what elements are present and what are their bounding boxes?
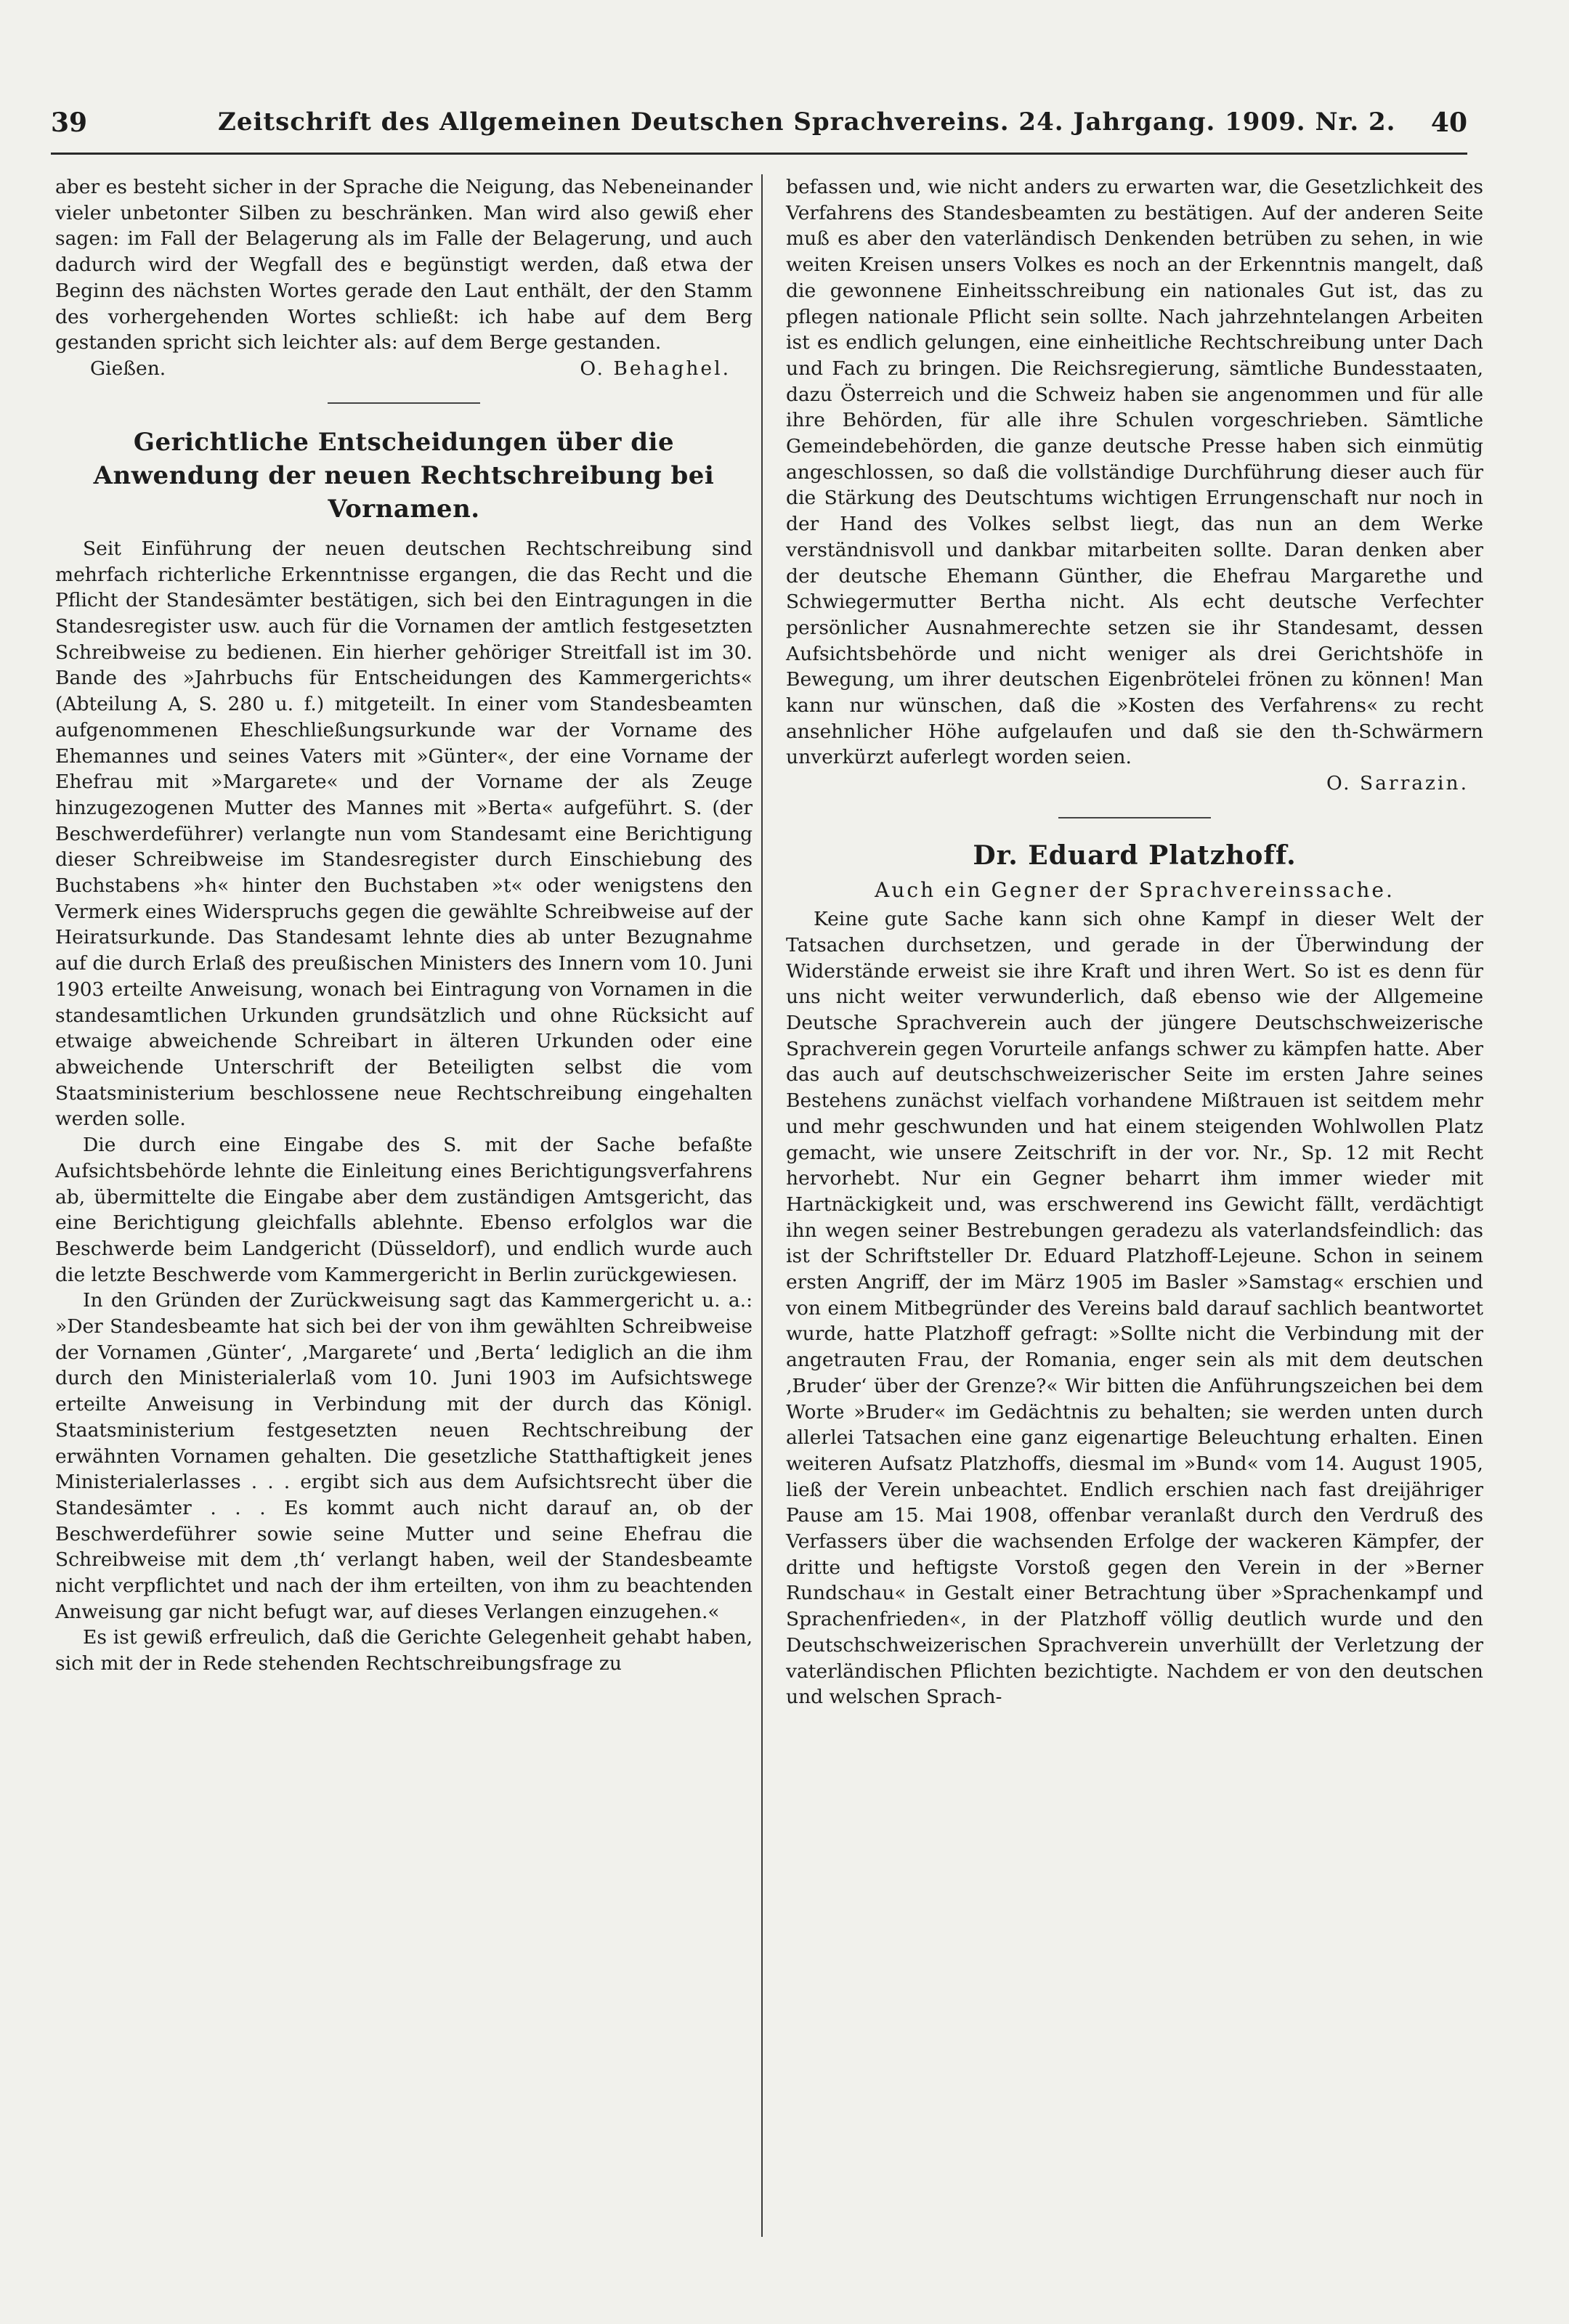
paragraph: Seit Einführung der neuen deutschen Rechtschreibung sind mehrfach richterliche Erkenntnisse ergangen, die das Recht und die Pflicht der Standesämter bestätigen, sich bei den Eintragungen in die Standesregister usw. auch für die Vornamen der amtlich festgesetzten Schreibweise zu bedienen. Ein hierher gehöriger Streitfall ist im 30. Bande des »Jahrbuchs für Entscheidungen des Kammergerichts« (Abteilung A, S. 280 u. f.) mitgeteilt. In einer vom Standesbeamten aufgenommenen Eheschließungsurkunde war der Vorname des Ehemannes und seines Vaters mit »Günter«, der eine Vorname der Ehefrau mit »Margarete« und der Vorname der als Zeuge hinzugezogenen Mutter des Mannes mit »Berta« aufgeführt. S. (der Beschwerdeführer) verlangte nun vom Standesamt eine Berichtigung dieser Schreibweise im Standesregister durch Einschiebung des Buchstabens »h« hinter den Buchstaben »t« oder wenigstens den Vermerk eines Widerspruchs gegen die gewählte Schreibweise auf der Heiratsurkunde. Das Standesamt lehnte dies ab unter Bezugnahme auf die durch Erlaß des preußischen Ministers des Innern vom 10. Juni 1903 erteilte Anweisung, wonach bei Eintragung von Vornamen in die standesamtlichen Urkunden grundsätzlich und ohne Rücksicht auf etwaige abweichende Schreibart in älteren Urkunden oder eine abweichende Unterschrift der Beteiligten selbst die vom Staatsministerium beschlossene neue Rechtschreibung eingehalten werden solle.: [55, 537, 753, 1131]
article-subheading: Auch ein Gegner der Sprachvereinssache.: [875, 878, 1395, 903]
paragraph: befassen und, wie nicht anders zu erwarten war, die Gesetzlichkeit des Verfahrens des Standesbeamten zu bestätigen. Auf der anderen Seite muß es aber den vaterländisch Denkenden betrüben zu sehen, in wie weiten Kreisen unsers Volkes es noch an der Erkenntnis mangelt, daß die gewonnene Einheitsschreibung ein nationales Gut ist, das zu pflegen nationale Pflicht sein sollte. Nach jahrzehntelangen Arbeiten ist es endlich gelungen, eine einheitliche Rechtschreibung unter Dach und Fach zu bringen. Die Reichsregierung, sämtliche Bundesstaaten, dazu Österreich und die Schweiz haben sie angenommen und für alle ihre Behörden, für alle ihre Schulen vorgeschrieben. Sämtliche Gemeindebehörden, die ganze deutsche Presse haben sich einmütig angeschlossen, so daß die vollständige Durchführung dieser auch für die Stärkung des Deutschtums wichtigen Errungenschaft nur noch in der Hand des Volkes selbst liegt, das nun an dem Werke verständnisvoll und dankbar mitarbeiten sollte. Daran denken aber der deutsche Ehemann Günther, die Ehefrau Margarethe und Schwiegermutter Bertha nicht. Als echt deutsche Verfechter persönlicher Ausnahmerechte setzen sie ihr Standesamt, dessen Aufsichtsbehörde und nicht weniger als drei Gerichtshöfe in Bewegung, um ihrer deutschen Eigenbrötelei frönen zu können! Man kann nur wünschen, daß die »Kosten des Verfahrens« zu recht ansehnlicher Höhe aufgelaufen und daß sie den th-Schwärmern unverkürzt auferlegt worden seien.: [786, 176, 1483, 769]
section-separator: [328, 402, 480, 404]
signature-place: Gießen.: [90, 357, 166, 380]
column-divider: [761, 174, 763, 2237]
signature-line: [55, 356, 753, 382]
article-heading: Gerichtliche Entscheidungen über die Anwendung der neuen Rechtschreibung bei Vornamen.: [93, 427, 715, 524]
paragraph: Es ist gewiß erfreulich, daß die Gerichte Gelegenheit gehabt haben, sich mit der in Rede stehenden Rechtschreibungsfrage zu: [55, 1626, 753, 1675]
article-heading: Dr. Eduard Platzhoff.: [973, 840, 1297, 871]
paragraph: aber es besteht sicher in der Sprache die Neigung, das Nebeneinander vieler unbetonter Silben zu beschränken. Man wird also gewiß eher sagen: im Fall der Belagerung als im Falle der Belagerung, und auch dadurch wird der Wegfall des e begünstigt werden, daß etwa der Beginn des nächsten Wortes gerade den Laut enthält, der den Stamm des vorhergehenden Wortes schließt: ich habe auf dem Berg gestanden spricht sich leichter als: auf dem Berge gestanden.: [55, 176, 753, 354]
paragraph: Keine gute Sache kann sich ohne Kampf in dieser Welt der Tatsachen durchsetzen, und gerade in der Überwindung der Widerstände erweist sie ihre Kraft und ihren Wert. So ist es denn für uns nicht weiter verwunderlich, daß ebenso wie der Allgemeine Deutsche Sprachverein auch der jüngere Deutschschweizerische Sprachverein gegen Vorurteile anfangs schwer zu kämpfen hatte. Aber das auch auf deutschschweizerischer Seite im ersten Jahre seines Bestehens zunächst vielfach vorhandene Mißtrauen ist seitdem mehr und mehr geschwunden und hat einem steigenden Wohlwollen Platz gemacht, wie unsere Zeitschrift in der vor. Nr., Sp. 12 mit Recht hervorhebt. Nur ein Gegner beharrt ihm immer wieder mit Hartnäckigkeit und, was erschwerend ins Gewicht fällt, verdächtigt ihn wegen seiner Bestrebungen geradezu als vaterlandsfeindlich: das ist der Schriftsteller Dr. Eduard Platzhoff-Lejeune. Schon in seinem ersten Angriff, der im März 1905 im Basler »Samstag« erschien und von einem Mitbegründer des Vereins bald darauf sachlich beantwortet wurde, hatte Platzhoff gefragt: »Sollte nicht die Verbindung mit der angetrauten Frau, der Romania, enger sein als mit dem deutschen ‚Bruder‘ über der Grenze?« Wir bitten die Anführungszeichen bei dem Worte »Bruder« im Gedächtnis zu behalten; sie werden unten durch allerlei Tatsachen eine ganz eigenartige Beleuchtung erhalten. Einen weiteren Aufsatz Platzhoffs, diesmal im »Bund« vom 14. August 1905, ließ der Verein unbeachtet. Endlich erschien nach fast dreijähriger Pause am 15. Mai 1908, offenbar veranlaßt durch den Verdruß des Verfassers über die wachsenden Erfolge der wackeren Kämpfer, der dritte und heftigste Vorstoß gegen den Verein in der »Berner Rundschau« in Gestalt einer Betrachtung über »Sprachenkampf und Sprachenfrieden«, in der Platzhoff völlig deutlich wurde und den Deutschschweizerischen Sprachverein unverhüllt der Verletzung der vaterländischen Pflichten bezichtigte. Nachdem er von den deutschen und welschen Sprach-: [786, 908, 1483, 1709]
left-page-number: 39: [51, 107, 88, 138]
signature-author: O. Sarrazin.: [1326, 772, 1469, 795]
page-header: [51, 107, 1467, 158]
left-column: [55, 174, 753, 1677]
header-rule: [51, 153, 1467, 155]
right-column: [786, 174, 1483, 1710]
paragraph: In den Gründen der Zurückweisung sagt das Kammergericht u. a.: »Der Standesbeamte hat sich bei der von ihm gewählten Schreibweise der Vornamen ‚Günter‘, ‚Margarete‘ und ‚Berta‘ lediglich an die ihm durch den Ministerialerlaß vom 10. Juni 1903 im Aufsichtswege erteilte Anweisung in Verbindung mit der durch das Königl. Staatsministerium festgesetzten neuen Rechtschreibung der erwähnten Vornamen gehalten. Die gesetzliche Statthaftigkeit jenes Ministerialerlasses . . . ergibt sich aus dem Aufsichtsrecht über die Standesämter . . . Es kommt auch nicht darauf an, ob der Beschwerdeführer sowie seine Mutter und seine Ehefrau die Schreibweise mit dem ‚th‘ verlangt haben, weil der Standesbeamte nicht verpflichtet und nach der ihm erteilten, von ihm zu beachtenden Anweisung gar nicht befugt war, auf dieses Verlangen einzugehen.«: [55, 1289, 753, 1623]
journal-title: Zeitschrift des Allgemeinen Deutschen Sprachvereins. 24. Jahrgang. 1909. Nr. 2.: [218, 107, 1396, 137]
section-separator: [1058, 817, 1211, 818]
paragraph: Die durch eine Eingabe des S. mit der Sache befaßte Aufsichtsbehörde lehnte die Einleitung eines Berichtigungsverfahrens ab, übermittelte die Eingabe aber dem zuständigen Amtsgericht, das eine Berichtigung gleichfalls ablehnte. Ebenso erfolglos war die Beschwerde beim Landgericht (Düsseldorf), und endlich wurde auch die letzte Beschwerde vom Kammergericht in Berlin zurückgewiesen.: [55, 1134, 753, 1286]
right-page-number: 40: [1430, 107, 1467, 138]
signature-author: O. Behaghel.: [580, 357, 731, 380]
